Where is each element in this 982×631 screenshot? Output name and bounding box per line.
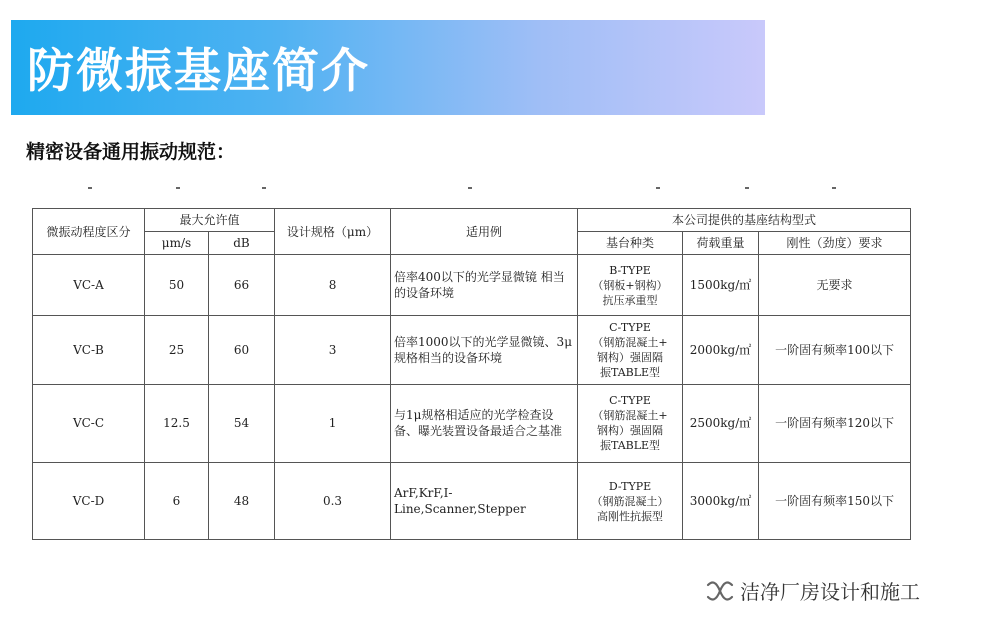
scan-mark [262, 187, 266, 189]
header-base-type: 基台种类 [578, 232, 683, 255]
cell-db: 48 [209, 463, 275, 540]
cell-level: VC-D [33, 463, 145, 540]
page-title: 防微振基座简介 [27, 44, 370, 99]
header-um-s: μm/s [145, 232, 209, 255]
cell-db: 66 [209, 255, 275, 316]
cell-base-type: D-TYPE （钢筋混凝土） 高刚性抗振型 [578, 463, 683, 540]
cell-load: 2500kg/㎡ [683, 384, 759, 463]
header-level: 微振动程度区分 [33, 209, 145, 255]
cell-load: 3000kg/㎡ [683, 463, 759, 540]
table-header-row [33, 209, 911, 232]
table-row [33, 463, 911, 540]
cell-um-s: 12.5 [145, 384, 209, 463]
header-company-types: 本公司提供的基座结构型式 [578, 209, 911, 232]
cell-application: 倍率400以下的光学显微镜 相当的设备环境 [391, 255, 578, 316]
scan-mark [656, 187, 660, 189]
scan-mark [832, 187, 836, 189]
cell-spec: 1 [275, 384, 391, 463]
scan-mark [468, 187, 472, 189]
section-subtitle: 精密设备通用振动规范： [26, 141, 236, 163]
cell-db: 60 [209, 315, 275, 384]
cell-spec: 0.3 [275, 463, 391, 540]
cell-load: 2000kg/㎡ [683, 315, 759, 384]
cell-base-type: C-TYPE （钢筋混凝土+ 钢构）强固隔 振TABLE型 [578, 384, 683, 463]
watermark-text: 洁净厂房设计和施工 [740, 580, 920, 604]
cell-rigidity: 一阶固有频率150以下 [759, 463, 911, 540]
header-design-spec: 设计规格（μm） [275, 209, 391, 255]
cell-um-s: 6 [145, 463, 209, 540]
scan-mark [88, 187, 92, 189]
cell-base-type: B-TYPE （钢板+钢构） 抗压承重型 [578, 255, 683, 316]
cell-rigidity: 一阶固有频率120以下 [759, 384, 911, 463]
cell-rigidity: 无要求 [759, 255, 911, 316]
spec-table-container [32, 208, 910, 540]
cell-application: ArF,KrF,I-Line,Scanner,Stepper [391, 463, 578, 540]
header-rigidity: 刚性（劲度）要求 [759, 232, 911, 255]
cell-db: 54 [209, 384, 275, 463]
header-application: 适用例 [391, 209, 578, 255]
cell-spec: 8 [275, 255, 391, 316]
cell-application: 倍率1000以下的光学显微镜、3μ规格相当的设备环境 [391, 315, 578, 384]
table-row [33, 384, 911, 463]
table-row [33, 255, 911, 316]
header-load: 荷载重量 [683, 232, 759, 255]
title-banner [11, 20, 765, 115]
cell-level: VC-C [33, 384, 145, 463]
scan-mark [745, 187, 749, 189]
header-db: dB [209, 232, 275, 255]
cell-level: VC-A [33, 255, 145, 316]
cell-rigidity: 一阶固有频率100以下 [759, 315, 911, 384]
cell-load: 1500kg/㎡ [683, 255, 759, 316]
scan-mark [176, 187, 180, 189]
cell-application: 与1μ规格相适应的光学检查设备、曝光装置设备最适合之基准 [391, 384, 578, 463]
cell-level: VC-B [33, 315, 145, 384]
cell-spec: 3 [275, 315, 391, 384]
cell-base-type: C-TYPE （钢筋混凝土+ 钢构）强固隔 振TABLE型 [578, 315, 683, 384]
cell-um-s: 25 [145, 315, 209, 384]
vibration-spec-table [32, 208, 911, 540]
header-max-allow: 最大允许值 [145, 209, 275, 232]
table-row [33, 315, 911, 384]
wechat-channel-icon [706, 579, 734, 603]
cell-um-s: 50 [145, 255, 209, 316]
watermark [706, 576, 920, 605]
